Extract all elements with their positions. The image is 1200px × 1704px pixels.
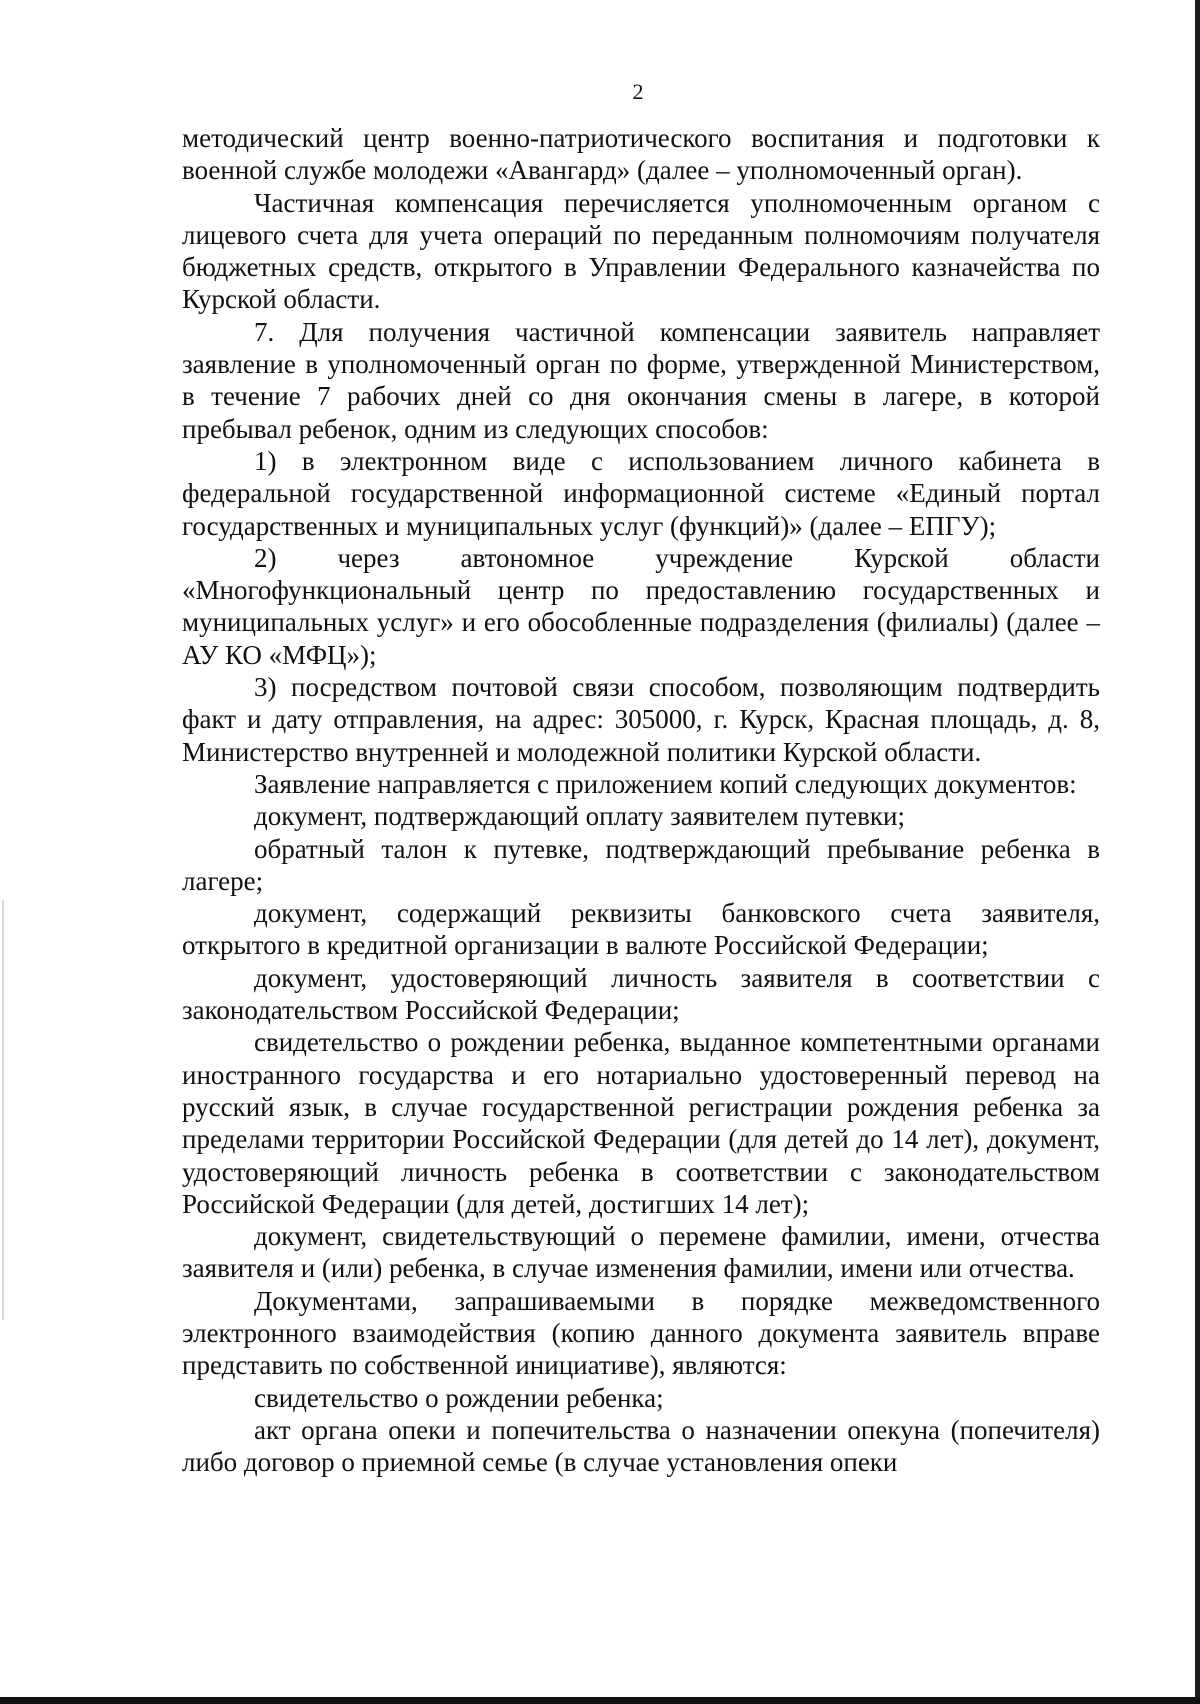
paragraph-doc-birth-certificate-foreign: свидетельство о рождении ребенка, выданное компетентными органами иностранного государства и его нотариально удостоверенный перевод на русский язык, в случае государственной регистрации рождения ребенка за пределами территории Российской Федерации (для детей до 14 лет), документ, удостоверяющий личность ребенка в соответствии с законодательством Российской Федерации (для детей, достигших 14 лет); [182,1027,1100,1219]
paragraph-compensation-transfer: Частичная компенсация перечисляется уполномоченным органом с лицевого счета для учета операций по переданным полномочиям получателя бюджетных средств, открытого в Управлении Федерального казначейства по Курской области. [182,187,1100,315]
paragraph-item-7: 7. Для получения частичной компенсации заявитель направляет заявление в уполномоченный орган по форме, утвержденной Министерством, в течение 7 рабочих дней со дня окончания смены в лагере, в которой пребывал ребенок, одним из следующих способов: [182,316,1100,444]
paragraph-method-3-post: 3) посредством почтовой связи способом, позволяющим подтвердить факт и дату отправления, на адрес: 305000, г. Курск, Красная площадь, д. 8, Министерство внутренней и молодежной политики Курской области. [182,672,1100,767]
paragraph-guardianship-act: акт органа опеки и попечительства о назначении опекуна (попечителя) либо договор о приемной семье (в случае установления опеки [182,1414,1100,1478]
paragraph-doc-return-coupon: обратный талон к путевке, подтверждающий пребывание ребенка в лагере; [182,833,1100,896]
paragraph-method-2-mfc: 2) через автономное учреждение Курской области «Многофункциональный центр по предоставлению государственных и муниципальных услуг» и его обособленные подразделения (филиалы) (далее – АУ КО «МФЦ»); [182,542,1100,670]
paragraph-birth-certificate: свидетельство о рождении ребенка; [254,1382,664,1413]
paragraph-doc-bank-details: документ, содержащий реквизиты банковского счета заявителя, открытого в кредитной организации в валюте Российской Федерации; [182,898,1100,961]
scan-bottom-edge [0,1697,1200,1704]
paragraph-doc-applicant-id: документ, удостоверяющий личность заявителя в соответствии с законодательством Российской Федерации; [182,962,1100,1026]
paragraph-doc-name-change: документ, свидетельствующий о перемене фамилии, имени, отчества заявителя и (или) ребенка, в случае изменения фамилии, имени или отчества. [182,1221,1100,1284]
document-body [182,122,1100,1478]
paragraph-attachments-intro: Заявление направляется с приложением копий следующих документов: [254,768,1077,799]
page-number: 2 [632,79,644,104]
paragraph-interagency-intro: Документами, запрашиваемыми в порядке межведомственного электронного взаимодействия (копию данного документа заявитель вправе представить по собственной инициативе), являются: [182,1285,1100,1381]
paragraph-doc-payment: документ, подтверждающий оплату заявителем путевки; [254,801,905,832]
scan-right-edge [1195,0,1200,1704]
paragraph-continuation: методический центр военно-патриотического воспитания и подготовки к военной службе молодежи «Авангард» (далее – уполномоченный орган). [182,123,1100,186]
paragraph-method-1-epgu: 1) в электронном виде с использованием личного кабинета в федеральной государственной информационной системе «Единый портал государственных и муниципальных услуг (функций)» (далее – ЕПГУ); [182,445,1100,541]
scan-left-noise [2,900,4,1320]
